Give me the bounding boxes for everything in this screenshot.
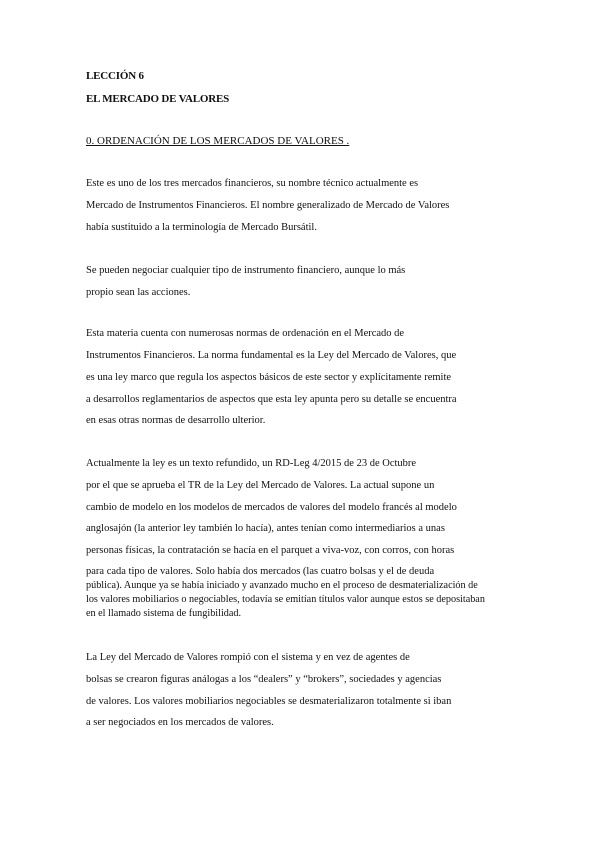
paragraph-line: de valores. Los valores mobiliarios negociables se desmaterializaron totalmente si iban [86,696,452,707]
paragraph-line: Se pueden negociar cualquier tipo de instrumento financiero, aunque lo más [86,265,406,276]
paragraph-line: pública). Aunque ya se había iniciado y avanzado mucho en el proceso de desmaterialización de [86,580,478,591]
paragraph-line: en esas otras normas de desarrollo ulterior. [86,415,266,426]
paragraph-line: propio sean las acciones. [86,287,191,298]
paragraph-line: para cada tipo de valores. Solo había dos mercados (las cuatro bolsas y el de deuda [86,566,435,577]
paragraph-line: por el que se aprueba el TR de la Ley del Mercado de Valores. La actual supone un [86,480,435,491]
paragraph-line: bolsas se crearon figuras análogas a los “dealers” y “brokers”, sociedades y agencias [86,674,442,685]
paragraph-line: personas físicas, la contratación se hacía en el parquet a viva-voz, con corros, con horas [86,545,455,556]
lesson-number: LECCIÓN 6 [86,70,144,82]
paragraph-line: es una ley marco que regula los aspectos básicos de este sector y explícitamente remite [86,372,452,383]
paragraph-line: cambio de modelo en los modelos de mercados de valores del modelo francés al modelo [86,502,457,513]
paragraph-line: a desarrollos reglamentarios de aspectos que esta ley apunta pero su detalle se encuentra [86,394,457,405]
paragraph-line: La Ley del Mercado de Valores rompió con el sistema y en vez de agentes de [86,652,410,663]
paragraph-line: en el llamado sistema de fungibilidad. [86,608,242,619]
paragraph-line: había sustituido a la terminología de Mercado Bursátil. [86,222,317,233]
paragraph-line: Actualmente la ley es un texto refundido, un RD-Leg 4/2015 de 23 de Octubre [86,458,417,469]
paragraph-line: Este es uno de los tres mercados financieros, su nombre técnico actualmente es [86,178,419,189]
paragraph-line: Esta materia cuenta con numerosas normas de ordenación en el Mercado de [86,328,405,339]
paragraph-line: Mercado de Instrumentos Financieros. El nombre generalizado de Mercado de Valores [86,200,450,211]
paragraph-line: anglosajón (la anterior ley también lo hacía), antes tenían como intermediarios a unas [86,523,445,534]
paragraph-line: Instrumentos Financieros. La norma fundamental es la Ley del Mercado de Valores, que [86,350,457,361]
lesson-title: EL MERCADO DE VALORES [86,93,230,105]
section-title: 0. ORDENACIÓN DE LOS MERCADOS DE VALORES . [86,135,350,147]
paragraph-line: a ser negociados en los mercados de valores. [86,717,274,728]
paragraph-line: los valores mobiliarios o negociables, todavía se emitían títulos valor aunque estos se depositaban [86,594,485,605]
